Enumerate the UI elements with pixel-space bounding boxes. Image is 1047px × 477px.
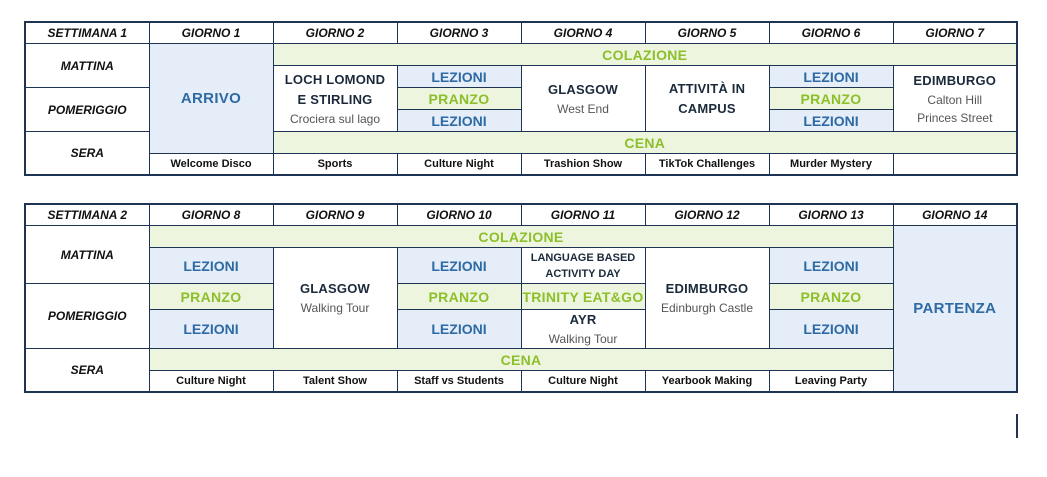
week1-header-day2: GIORNO 2 — [273, 22, 397, 44]
week2-row-morning: MATTINA — [25, 226, 149, 284]
week1-row-morning: MATTINA — [25, 44, 149, 88]
week1-day4-title: GLASGOW — [547, 81, 618, 97]
week1-header-day7: GIORNO 7 — [893, 22, 1017, 44]
week2-day10-morning-lessons: LEZIONI — [397, 248, 521, 284]
week1-schedule-table — [24, 21, 1018, 176]
week1-header-day3: GIORNO 3 — [397, 22, 521, 44]
week1-header-day6: GIORNO 6 — [769, 22, 893, 44]
week1-breakfast-band: COLAZIONE — [273, 44, 1017, 66]
week2-header-day12: GIORNO 12 — [645, 204, 769, 226]
week1-row-afternoon: POMERIGGIO — [25, 88, 149, 132]
week2-header-day9: GIORNO 9 — [273, 204, 397, 226]
week2-row-evening: SERA — [25, 349, 149, 393]
week2-header-day11: GIORNO 11 — [521, 204, 645, 226]
week2-dinner-band: CENA — [149, 349, 893, 371]
week1-day2-title-line1: LOCH LOMOND — [284, 71, 386, 87]
week2-day11-lunch: TRINITY EAT&GO — [521, 284, 645, 310]
week2-day8-morning-lessons: LEZIONI — [149, 248, 273, 284]
week2-day11-morning-activity — [521, 248, 645, 284]
week2-header-day13: GIORNO 13 — [769, 204, 893, 226]
week2-evening-event-day11: Culture Night — [521, 371, 645, 393]
week1-day3-morning-lessons: LEZIONI — [397, 66, 521, 88]
week1-day6-lunch: PRANZO — [769, 88, 893, 110]
week2-day14-departure: PARTENZA — [893, 226, 1017, 393]
week2-day11-subtitle: Walking Tour — [548, 332, 618, 346]
week1-header-day1: GIORNO 1 — [149, 22, 273, 44]
week2-day9-trip — [273, 248, 397, 349]
week1-day4-trip — [521, 66, 645, 132]
week1-day3-afternoon-lessons: LEZIONI — [397, 110, 521, 132]
week2-day12-subtitle: Edinburgh Castle — [660, 301, 754, 315]
week2-evening-event-day13: Leaving Party — [769, 371, 893, 393]
week1-day2-title-line2: E STIRLING — [297, 91, 373, 107]
week2-schedule-table — [24, 203, 1018, 393]
week2-day9-title: GLASGOW — [299, 281, 370, 296]
week2-day11-trip — [521, 310, 645, 349]
week2-day10-afternoon-lessons: LEZIONI — [397, 310, 521, 349]
week2-header-day14: GIORNO 14 — [893, 204, 1017, 226]
week1-day5-title-line2: CAMPUS — [678, 100, 736, 116]
week1-evening-event-day7: Murder Mystery — [769, 154, 893, 176]
week1-day7-subtitle-line1: Calton Hill — [927, 92, 983, 107]
week1-day2-subtitle: Crociera sul lago — [289, 111, 381, 126]
week2-day9-subtitle: Walking Tour — [300, 301, 370, 315]
week1-day4-subtitle: West End — [557, 101, 609, 116]
week1-dinner-band: CENA — [273, 132, 1017, 154]
week2-breakfast-band: COLAZIONE — [149, 226, 893, 248]
week1-evening-event-day2: Welcome Disco — [149, 154, 273, 176]
week1-evening-event-day6: TikTok Challenges — [645, 154, 769, 176]
week1-evening-event-day5: Trashion Show — [521, 154, 645, 176]
week2-day11-title: AYR — [569, 312, 597, 327]
week1-day5-title-line1: ATTIVITÀ IN — [668, 80, 746, 96]
week2-header-day10: GIORNO 10 — [397, 204, 521, 226]
week1-evening-event-day4: Culture Night — [397, 154, 521, 176]
week2-day10-lunch: PRANZO — [397, 284, 521, 310]
week1-day3-lunch: PRANZO — [397, 88, 521, 110]
week2-header-day8: GIORNO 8 — [149, 204, 273, 226]
week2-header-week: SETTIMANA 2 — [25, 204, 149, 226]
week1-day7-subtitle-line2: Princes Street — [917, 110, 993, 125]
week1-header-week: SETTIMANA 1 — [25, 22, 149, 44]
week2-day13-morning-lessons: LEZIONI — [769, 248, 893, 284]
week1-header-day5: GIORNO 5 — [645, 22, 769, 44]
week2-day13-lunch: PRANZO — [769, 284, 893, 310]
week1-day6-afternoon-lessons: LEZIONI — [769, 110, 893, 132]
week2-day12-trip — [645, 248, 769, 349]
week1-day2-trip — [273, 66, 397, 132]
week2-evening-event-day12: Yearbook Making — [645, 371, 769, 393]
week2-day11-morning-line1: LANGUAGE BASED — [530, 251, 636, 264]
week2-day11-morning-line2: ACTIVITY DAY — [545, 267, 621, 280]
week2-evening-event-day9: Talent Show — [273, 371, 397, 393]
week1-day7-title: EDIMBURGO — [913, 72, 997, 88]
week2-evening-event-day10: Staff vs Students — [397, 371, 521, 393]
week2-day8-afternoon-lessons: LEZIONI — [149, 310, 273, 349]
week2-day8-lunch: PRANZO — [149, 284, 273, 310]
week1-header-day4: GIORNO 4 — [521, 22, 645, 44]
week1-evening-event-day3: Sports — [273, 154, 397, 176]
week2-evening-event-day8: Culture Night — [149, 371, 273, 393]
week2-row-afternoon: POMERIGGIO — [25, 284, 149, 349]
week2-day12-title: EDIMBURGO — [665, 281, 749, 296]
week1-day5-activity — [645, 66, 769, 132]
week2-day13-afternoon-lessons: LEZIONI — [769, 310, 893, 349]
text-cursor — [1016, 414, 1018, 438]
week1-day6-morning-lessons: LEZIONI — [769, 66, 893, 88]
week1-row-evening: SERA — [25, 132, 149, 176]
week1-day7-trip — [893, 66, 1017, 132]
week1-day1-arrival: ARRIVO — [149, 44, 273, 154]
